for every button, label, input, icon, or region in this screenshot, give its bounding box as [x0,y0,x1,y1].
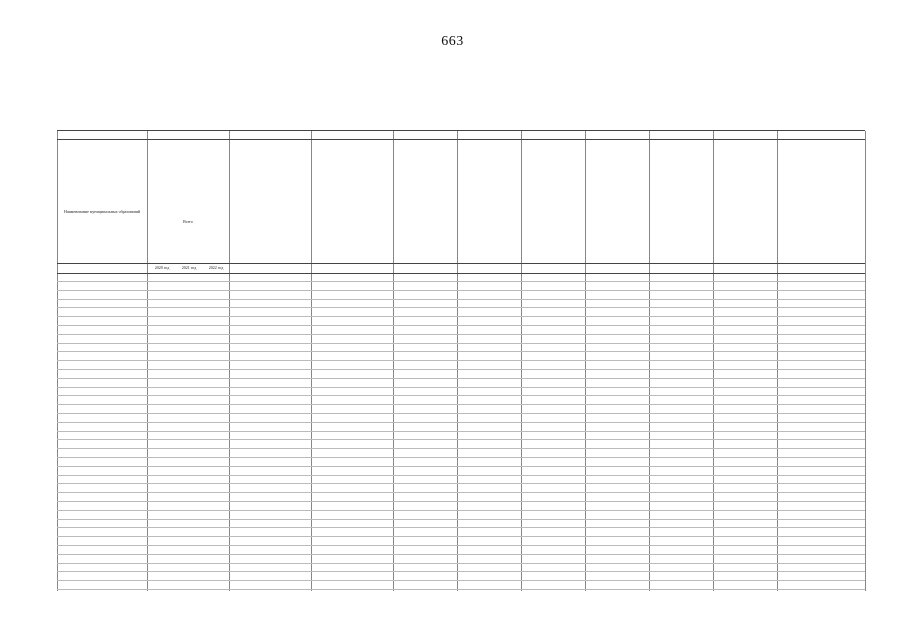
table-header-rule [57,263,865,264]
table-row-rule [57,554,865,555]
header-total: Всего [183,219,193,224]
table-row-rule [57,404,865,405]
table-row-rule [57,519,865,520]
table-row-rule [57,545,865,546]
header-year: 2020 год [154,265,170,270]
table-row-rule [57,510,865,511]
table-row-rule [57,360,865,361]
table-row-rule [57,378,865,379]
table-row-rule [57,290,865,291]
header-municipality: Наименование муниципальных образований [63,209,140,214]
header-year: 2022 год [208,265,224,270]
table-row-rule [57,369,865,370]
table-row-rule [57,431,865,432]
table-column-rule [865,131,866,591]
table-row-rule [57,343,865,344]
table-row-rule [57,307,865,308]
table-row-rule [57,492,865,493]
table-header-rule [57,139,865,140]
header-year: 2021 год [181,265,197,270]
table-row-rule [57,580,865,581]
table-row-rule [57,571,865,572]
table-row-rule [57,457,865,458]
table-row-rule [57,281,865,282]
table-row-rule [57,334,865,335]
table-row-rule [57,316,865,317]
table-row-rule [57,466,865,467]
table-row-rule [57,422,865,423]
data-table [57,130,865,591]
table-row-rule [57,589,865,590]
table-header-rule [57,273,865,274]
table-row-rule [57,299,865,300]
table-row-rule [57,395,865,396]
table-row-rule [57,483,865,484]
table-row-rule [57,387,865,388]
table-row-rule [57,351,865,352]
table-row-rule [57,325,865,326]
table-row-rule [57,563,865,564]
page-number: 663 [441,34,464,49]
table-row-rule [57,527,865,528]
table-row-rule [57,536,865,537]
table-row-rule [57,448,865,449]
table-row-rule [57,475,865,476]
table-row-rule [57,413,865,414]
table-row-rule [57,439,865,440]
table-row-rule [57,501,865,502]
